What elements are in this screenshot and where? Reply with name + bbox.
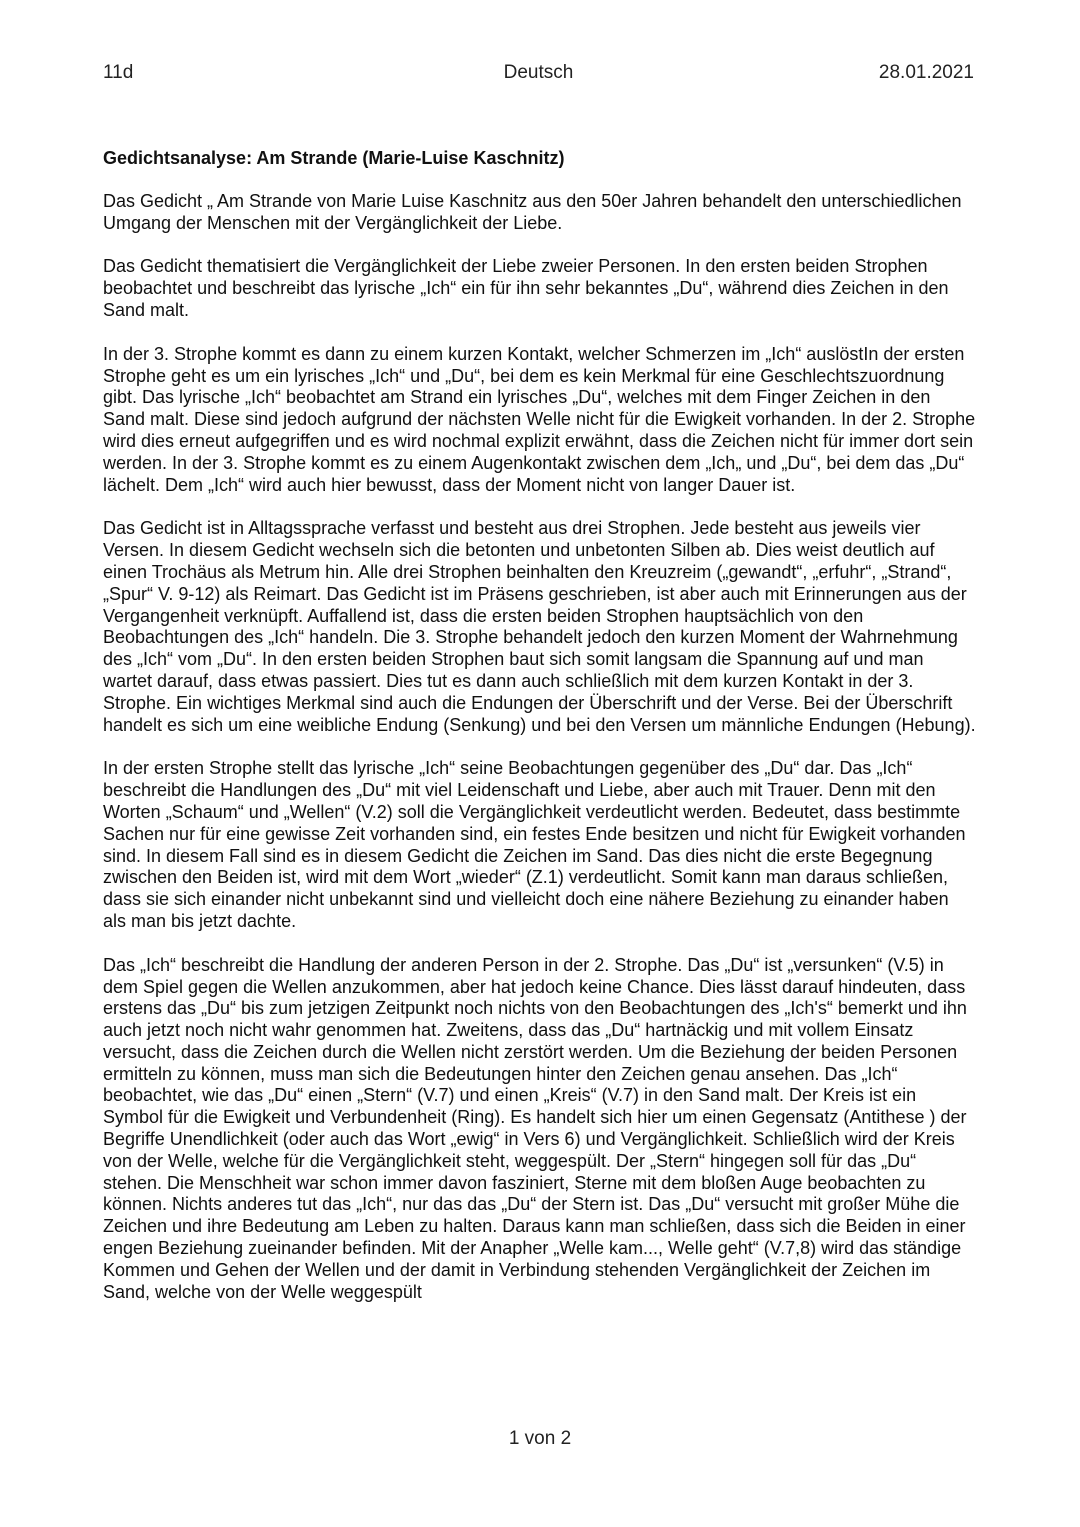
header-date: 28.01.2021 — [878, 62, 974, 83]
paragraph-form-analysis: Das Gedicht ist in Alltagssprache verfasst und besteht aus drei Strophen. Jede besteht aus jeweils vier Versen. In diesem Gedicht wechseln sich die betonten und unbetonten Silben ab. Dies weist deutlich auf einen Trochäus als Metrum hin. Alle drei Strophen beinhalten den Kreuzreim („gewandt“, „erfuhr“, „Strand“, „Spur“ V. 9-12) als Reimart. Das Gedicht ist im Präsens geschrieben, ist aber auch mit Erinnerungen aus der Vergangenheit verknüpft. Auffallend ist, dass die ersten beiden Strophen hauptsächlich von den Beobachtungen des „Ich“ handeln. Die 3. Strophe behandelt jedoch den kurzen Moment der Wahrnehmung des „Ich“ vom „Du“. In den ersten beiden Strophen baut sich somit langsam die Spannung auf und man wartet darauf, dass etwas passiert. Dies tut es dann auch schließlich mit dem kurzen Kontakt in der 3. Strophe. Ein wichtiges Merkmal sind auch die Endungen der Überschrift und der Verse. Bei der Überschrift handelt es sich um eine weibliche Endung (Senkung) und bei den Versen um männliche Endungen (Hebung). — [103, 518, 976, 735]
paragraph-intro: Das Gedicht „ Am Strande von Marie Luise Kaschnitz aus den 50er Jahren behandelt den unterschiedlichen Umgang der Menschen mit der Vergänglichkeit der Liebe. — [103, 190, 962, 233]
header-subject: Deutsch — [503, 62, 574, 83]
page-number: 1 von 2 — [508, 1428, 572, 1449]
document-title: Gedichtsanalyse: Am Strande (Marie-Luise Kaschnitz) — [103, 148, 565, 168]
paragraph-strophe-2: Das „Ich“ beschreibt die Handlung der anderen Person in der 2. Strophe. Das „Du“ ist „versunken“ (V.5) in dem Spiel gegen die Wellen anzukommen, aber hat jedoch keine Chance. Dies lässt darauf hindeuten, dass erstens das „Du“ bis zum jetzigen Zeitpunkt noch nichts von den Beobachtungen des „Ich's“ bemerkt und ihn auch jetzt noch nicht wahr genommen hat. Zweitens, dass das „Du“ hartnäckig und mit vollem Einsatz versucht, dass die Zeichen durch die Wellen nicht zerstört werden. Um die Beziehung der beiden Personen ermitteln zu können, muss man sich die Bedeutungen hinter den Zeichen genau ansehen. Das „Ich“ beobachtet, wie das „Du“ einen „Stern“ (V.7) und einen „Kreis“ (V.7) in den Sand malt. Der Kreis ist ein Symbol für die Ewigkeit und Verbundenheit (Ring). Es handelt sich hier um einen Gegensatz (Antithese ) der Begriffe Unendlichkeit (oder auch das Wort „ewig“ in Vers 6) und Vergänglichkeit. Schließlich wird der Kreis von der Welle, welche für die Vergänglichkeit steht, weggespült. Der „Stern“ hingegen soll für das „Du“ stehen. Die Menschheit war schon immer davon fasziniert, Sterne mit dem bloßen Auge beobachten zu können. Nichts anderes tut das „Ich“, nur das das „Du“ der Stern ist. Das „Du“ versucht mit großer Mühe die Zeichen und ihre Bedeutung am Leben zu halten. Daraus kann man schließen, dass sich die Beiden in einer engen Beziehung zueinander befinden. Mit der Anapher „Welle kam..., Welle geht“ (V.7,8) wird das ständige Kommen und Gehen der Wellen und der damit in Verbindung stehenden Vergänglichkeit der Zeichen im Sand, welche von der Welle weggespült — [103, 954, 967, 1302]
paragraph-strophe-1: In der ersten Strophe stellt das lyrische „Ich“ seine Beobachtungen gegenüber des „Du“ dar. Das „Ich“ beschreibt die Handlungen des „Du“ mit viel Leidenschaft und Liebe, aber auch mit Trauer. Denn mit den Worten „Schaum“ und „Wellen“ (V.2) soll die Vergänglichkeit verdeutlicht werden. Bedeutet, dass bestimmte Sachen nur für eine gewisse Zeit vorhanden sind, ein festes Ende besitzen und nicht für Ewigkeit vorhanden sind. In diesem Fall sind es in diesem Gedicht die Zeichen im Sand. Das dies nicht die erste Begegnung zwischen den Beiden ist, wird mit dem Wort „wieder“ (Z.1) verdeutlicht. Somit kann man daraus schließen, dass sie sich einander nicht unbekannt sind und vielleicht doch eine nähere Beziehung zu einander haben als man bis jetzt dachte. — [103, 758, 966, 931]
page-header — [103, 62, 974, 88]
header-class: 11d — [103, 62, 134, 83]
paragraph-content-summary: In der 3. Strophe kommt es dann zu einem kurzen Kontakt, welcher Schmerzen im „Ich“ auslöstIn der ersten Strophe geht es um ein lyrisches „Ich“ und „Du“, bei dem es kein Merkmal für eine Geschlechtszuordnung gibt. Das lyrische „Ich“ beobachtet am Strand ein lyrisches „Du“, welches mit dem Finger Zeichen in den Sand malt. Diese sind jedoch aufgrund der nächsten Welle nicht für die Ewigkeit vorhanden. In der 2. Strophe wird dies erneut aufgegriffen und es wird nochmal explizit erwähnt, dass die Zeichen nicht für immer dort sein werden. In der 3. Strophe kommt es zu einem Augenkontakt zwischen dem „Ich„ und „Du“, bei dem das „Du“ lächelt. Dem „Ich“ wird auch hier bewusst, dass der Moment nicht von langer Dauer ist. — [103, 343, 976, 495]
document-body — [103, 148, 976, 1325]
paragraph-theme: Das Gedicht thematisiert die Vergänglichkeit der Liebe zweier Personen. In den ersten beiden Strophen beobachtet und beschreibt das lyrische „Ich“ ein für ihn sehr bekanntes „Du“, während dies Zeichen in den Sand malt. — [103, 256, 949, 320]
